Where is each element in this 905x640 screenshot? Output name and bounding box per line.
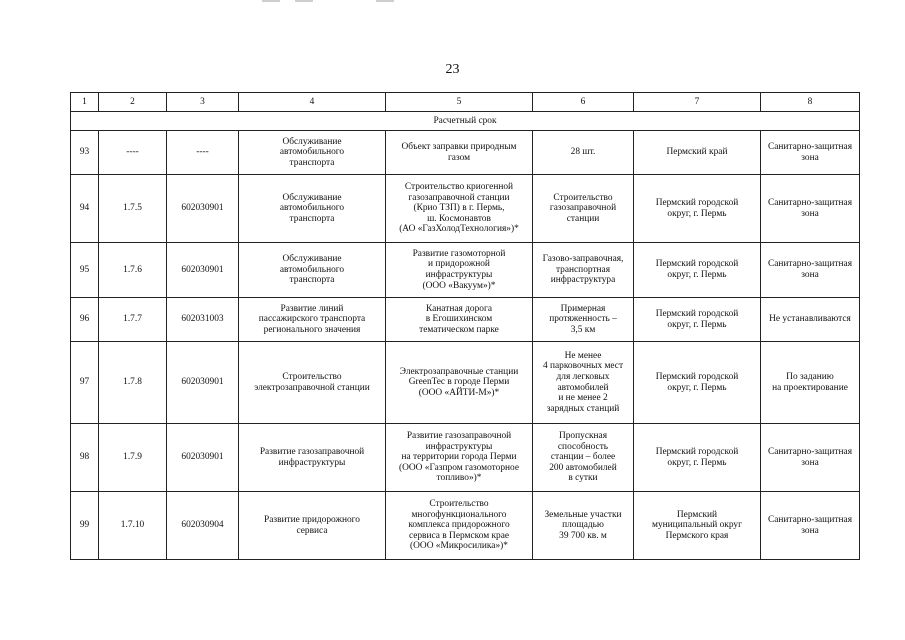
table-cell: Обслуживание автомобильного транспорта (239, 131, 386, 175)
table-cell: Строительство многофункционального комплекса придорожного сервиса в Пермском крае (ООО «Микросилика»)* (386, 492, 533, 560)
table-row (71, 175, 860, 243)
table-cell: 93 (71, 131, 99, 175)
column-header: 3 (167, 93, 239, 112)
table-row (71, 298, 860, 342)
table-cell: Развитие линий пассажирского транспорта регионального значения (239, 298, 386, 342)
table-cell: Пропускная способность станции – более 200 автомобилей в сутки (533, 424, 634, 492)
table-cell: Развитие газомоторной и придорожной инфраструктуры (ООО «Вакуум»)* (386, 243, 533, 298)
table-cell: 602030901 (167, 424, 239, 492)
column-header: 1 (71, 93, 99, 112)
column-header: 8 (761, 93, 860, 112)
table-cell: По заданию на проектирование (761, 342, 860, 424)
table-cell: Санитарно-защитная зона (761, 131, 860, 175)
table-cell: Примерная протяженность – 3,5 км (533, 298, 634, 342)
header-row (71, 93, 860, 112)
table-row (71, 424, 860, 492)
table-cell: 1.7.7 (99, 298, 167, 342)
table-cell: 1.7.10 (99, 492, 167, 560)
column-header: 7 (634, 93, 761, 112)
table-cell: 602030901 (167, 175, 239, 243)
table-cell: Земельные участки площадью 39 700 кв. м (533, 492, 634, 560)
table-cell: 97 (71, 342, 99, 424)
table-cell: Развитие газозаправочной инфраструктуры (239, 424, 386, 492)
table-cell: 1.7.9 (99, 424, 167, 492)
table-cell: Пермский край (634, 131, 761, 175)
column-header: 4 (239, 93, 386, 112)
table-cell: 96 (71, 298, 99, 342)
table-cell: Развитие газозаправочной инфраструктуры на территории города Перми (ООО «Газпром газомоторное топливо»)* (386, 424, 533, 492)
table-row (71, 342, 860, 424)
table-cell: Объект заправки природным газом (386, 131, 533, 175)
table-cell: Пермский городской округ, г. Пермь (634, 424, 761, 492)
column-header: 5 (386, 93, 533, 112)
table-cell: Санитарно-защитная зона (761, 424, 860, 492)
table-cell: Пермский городской округ, г. Пермь (634, 342, 761, 424)
table-cell: 602030901 (167, 243, 239, 298)
table-cell: Пермский городской округ, г. Пермь (634, 243, 761, 298)
table-cell: 99 (71, 492, 99, 560)
table-row (71, 492, 860, 560)
table-cell: 1.7.5 (99, 175, 167, 243)
table-cell: Санитарно-защитная зона (761, 243, 860, 298)
table-cell: 1.7.6 (99, 243, 167, 298)
column-header: 6 (533, 93, 634, 112)
table-cell: 28 шт. (533, 131, 634, 175)
table-cell: Не менее 4 парковочных мест для легковых автомобилей и не менее 2 зарядных станций (533, 342, 634, 424)
table-cell: ---- (99, 131, 167, 175)
table-cell: 1.7.8 (99, 342, 167, 424)
table-cell: Газово-заправочная, транспортная инфраструктура (533, 243, 634, 298)
page-number: 23 (445, 62, 460, 77)
table-cell: Санитарно-защитная зона (761, 492, 860, 560)
table-cell: 98 (71, 424, 99, 492)
table-cell: 602030901 (167, 342, 239, 424)
table-cell: Не устанавливаются (761, 298, 860, 342)
table-cell: Обслуживание автомобильного транспорта (239, 243, 386, 298)
section-title: Расчетный срок (71, 112, 860, 131)
column-header: 2 (99, 93, 167, 112)
table-row (71, 131, 860, 175)
table-cell: 95 (71, 243, 99, 298)
data-table (70, 92, 860, 560)
table-cell: Пермский городской округ, г. Пермь (634, 298, 761, 342)
table-cell: 602030904 (167, 492, 239, 560)
table-cell: Электрозаправочные станции GreenTec в городе Перми (ООО «АЙТИ-М»)* (386, 342, 533, 424)
section-row (71, 112, 860, 131)
table-cell: Канатная дорога в Егошихинском тематическом парке (386, 298, 533, 342)
table-cell: 94 (71, 175, 99, 243)
table-cell: Пермский городской округ, г. Пермь (634, 175, 761, 243)
scan-mark (295, 0, 313, 2)
table-cell: ---- (167, 131, 239, 175)
scan-mark (262, 0, 280, 2)
table-cell: Санитарно-защитная зона (761, 175, 860, 243)
table-row (71, 243, 860, 298)
table-cell: Строительство криогенной газозаправочной станции (Крио ТЗП) в г. Пермь, ш. Космонавтов (АО «ГазХолодТехнология»)* (386, 175, 533, 243)
table-cell: Строительство электрозаправочной станции (239, 342, 386, 424)
scan-mark (376, 0, 394, 2)
table-cell: Обслуживание автомобильного транспорта (239, 175, 386, 243)
table-cell: Пермский муниципальный округ Пермского края (634, 492, 761, 560)
table-cell: 602031003 (167, 298, 239, 342)
table-cell: Развитие придорожного сервиса (239, 492, 386, 560)
table-cell: Строительство газозаправочной станции (533, 175, 634, 243)
